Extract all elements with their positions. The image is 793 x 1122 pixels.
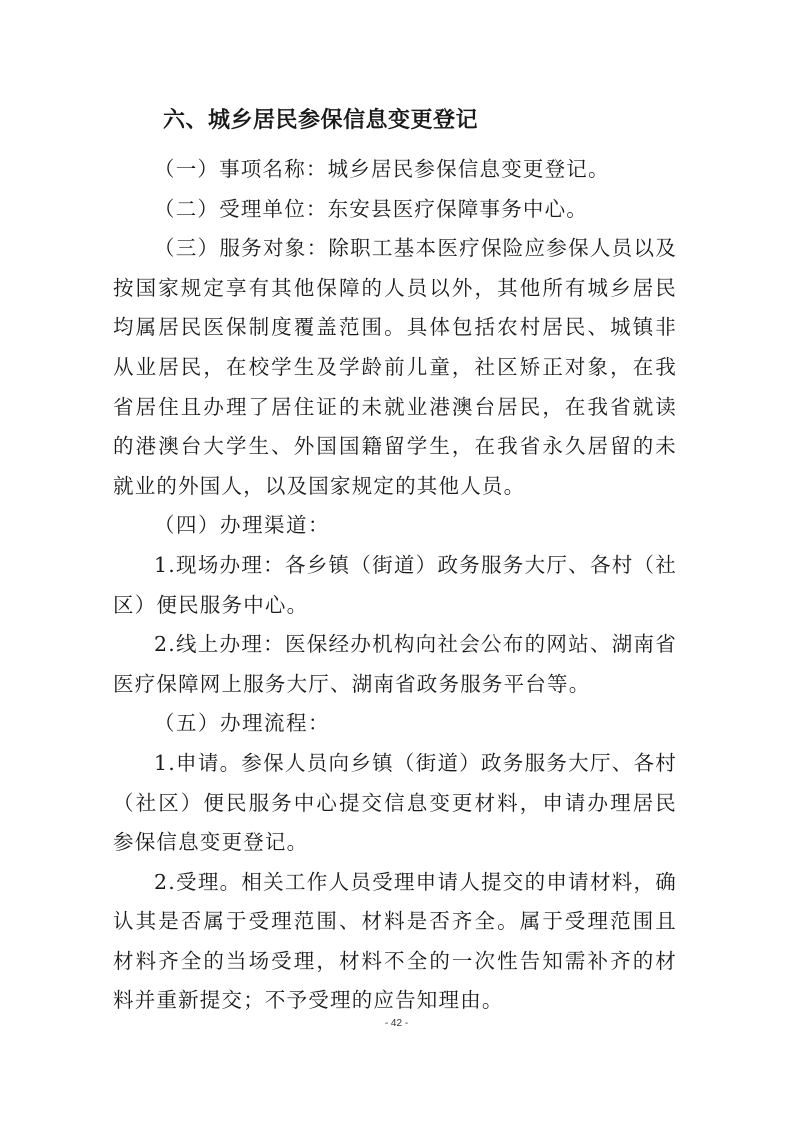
document-body xyxy=(113,150,677,1021)
item-name-lead: （一）事项名称： xyxy=(154,157,328,181)
page-number: - 42 - xyxy=(384,1018,409,1029)
accepting-unit-lead: （二）受理单位： xyxy=(154,196,328,221)
channel-item-onsite: 1.现场办理：各乡镇（街道）政务服务大厅、各村（社区）便民服务中心。 xyxy=(113,552,677,617)
service-target-lead: （三）服务对象： xyxy=(154,236,329,261)
process-step-accept: 2.受理。相关工作人员受理申请人提交的申请材料，确认其是否属于受理范围、材料是否齐全。属于受理范围且材料齐全的当场受理，材料不全的一次性告知需补齐的材料并重新提交；不予受理的应告知理由。 xyxy=(113,869,677,1013)
channel-item-online: 2.线上办理：医保经办机构向社会公布的网站、湖南省医疗保障网上服务大厅、湖南省政务服务平台等。 xyxy=(113,632,677,696)
accepting-unit-paragraph xyxy=(113,190,677,230)
process-step-apply: 1.申请。参保人员向乡镇（街道）政务服务大厅、各村（社区）便民服务中心提交信息变更材料，申请办理居民参保信息变更登记。 xyxy=(113,750,677,855)
service-target-paragraph xyxy=(113,229,677,506)
item-name-paragraph xyxy=(113,150,677,190)
section-heading: 六、城乡居民参保信息变更登记 xyxy=(163,108,479,133)
accepting-unit-text: 东安县医疗保障事务中心。 xyxy=(327,196,589,221)
item-name-text: 城乡居民参保信息变更登记。 xyxy=(327,157,610,181)
channels-subheading: （四）办理渠道： xyxy=(154,513,330,538)
process-subheading: （五）办理流程： xyxy=(154,711,330,736)
service-target-text: 除职工基本医疗保险应参保人员以及按国家规定享有其他保障的人员以外，其他所有城乡居民均属居民医保制度覆盖范围。具体包括农村居民、城镇非从业居民，在校学生及学龄前儿童，社区矫正对象，在我省居住且办理了居住证的未就业港澳台居民，在我省就读的港澳台大学生、外国国籍留学生，在我省永久居留的未就业的外国人，以及国家规定的其他人员。 xyxy=(113,236,678,498)
